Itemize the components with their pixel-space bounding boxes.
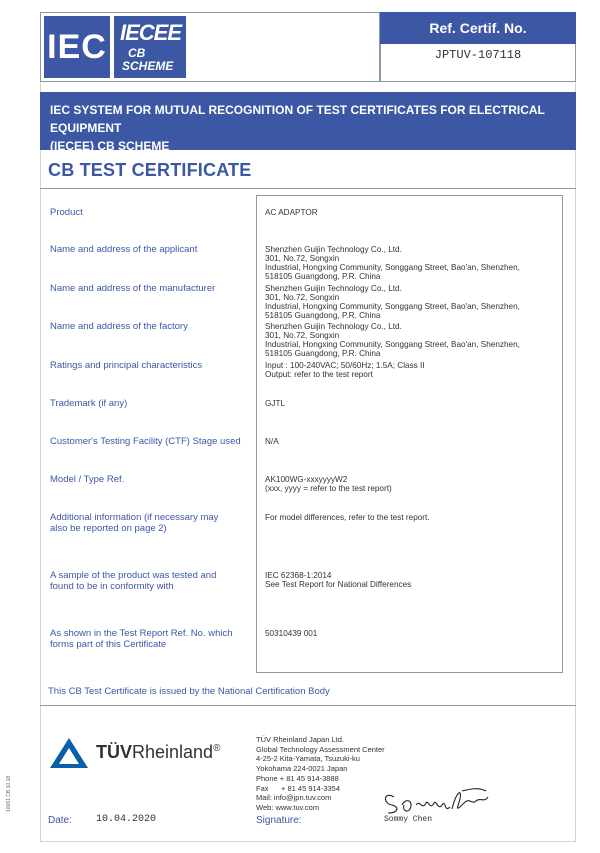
address-line: Phone + 81 45 914-3888 <box>256 773 339 783</box>
iecee-logo-line2: CB <box>128 46 146 60</box>
field-value-line: IEC 62368-1:2014 <box>265 571 332 580</box>
field-label <box>50 512 218 534</box>
iecee-logo-line3: SCHEME <box>122 59 174 73</box>
field-value-line: Industrial, Hongxing Community, Songgang Street, Bao'an, Shenzhen, <box>265 302 520 311</box>
certificate-title: CB TEST CERTIFICATE <box>48 160 252 180</box>
field-value-line: 301, No.72, Songxin <box>265 331 340 340</box>
field-value <box>265 322 520 358</box>
footer-divider <box>40 705 576 706</box>
field-value <box>265 245 520 281</box>
ref-certificate-title: Ref. Certif. No. <box>380 12 576 44</box>
scheme-banner <box>40 92 576 153</box>
field-value-line: AC ADAPTOR <box>265 208 318 217</box>
handwritten-signature <box>380 783 500 817</box>
issued-by-statement: This CB Test Certificate is issued by the National Certification Body <box>48 686 330 697</box>
field-label-line: Ratings and principal characteristics <box>50 360 203 371</box>
field-value-line: N/A <box>265 437 279 446</box>
tuv-reg-mark: ® <box>213 743 221 754</box>
field-label <box>50 207 83 218</box>
field-value-line: Industrial, Hongxing Community, Songgang Street, Bao'an, Shenzhen, <box>265 340 520 349</box>
address-line: Mail: info@jpn.tuv.com <box>256 793 332 803</box>
field-value-line: AK100WG-xxxyyyyW2 <box>265 475 348 484</box>
date-label: Date: <box>48 815 72 826</box>
field-label <box>50 244 197 255</box>
field-label <box>50 628 233 650</box>
field-label <box>50 436 241 447</box>
field-label <box>50 398 127 409</box>
field-value-line: Input : 100-240VAC; 50/60Hz; 1.5A; Class II <box>265 361 425 370</box>
banner-line-2: (IECEE) CB SCHEME <box>50 139 170 153</box>
field-label <box>50 321 188 332</box>
field-value-line: Shenzhen Guijin Technology Co., Ltd. <box>265 322 402 331</box>
form-code: 10061 CB 10.18 <box>6 775 12 812</box>
field-label-line: As shown in the Test Report Ref. No. which <box>50 628 233 639</box>
field-value <box>265 571 411 589</box>
issuer-address <box>256 735 385 813</box>
field-label-line: Name and address of the manufacturer <box>50 283 216 294</box>
address-line: Yokohama 224-0021 Japan <box>256 764 348 774</box>
tuv-rheinland-logo <box>96 742 220 763</box>
field-label-line: Product <box>50 207 83 218</box>
field-value <box>265 629 317 638</box>
field-value <box>265 399 285 408</box>
field-label-line: Model / Type Ref. <box>50 474 125 485</box>
address-line: 4-25-2 Kita-Yamata, Tsuzuki-ku <box>256 754 360 764</box>
field-label-line: found to be in conformity with <box>50 581 174 592</box>
tuv-brand-bold: TÜV <box>96 742 132 762</box>
field-label <box>50 474 124 485</box>
signature-label: Signature: <box>256 815 302 826</box>
field-label <box>50 283 215 294</box>
tuv-triangle-icon <box>48 736 90 770</box>
field-label-line: Name and address of the applicant <box>50 244 198 255</box>
field-value <box>265 208 318 217</box>
field-value-line: 50310439 001 <box>265 629 318 638</box>
field-value <box>265 513 430 522</box>
address-line: Fax + 81 45 914-3354 <box>256 783 341 793</box>
field-label-line: Additional information (if necessary may <box>50 512 219 523</box>
field-value-line: 518105 Guangdong, P.R. China <box>265 272 381 281</box>
field-label <box>50 360 202 371</box>
iec-logo <box>44 16 110 78</box>
field-value-line: Output: refer to the test report <box>265 370 373 379</box>
field-value-line: 301, No.72, Songxin <box>265 293 340 302</box>
field-label-line: also be reported on page 2) <box>50 523 167 534</box>
field-value-line: Shenzhen Guijin Technology Co., Ltd. <box>265 284 402 293</box>
tuv-brand-rest: Rheinland <box>132 742 214 762</box>
field-value-line: Industrial, Hongxing Community, Songgang Street, Bao'an, Shenzhen, <box>265 263 520 272</box>
iec-logo-text: IEC <box>47 27 107 66</box>
ref-certificate-number: JPTUV-107118 <box>434 48 522 62</box>
field-value <box>265 361 425 379</box>
field-label-line: forms part of this Certificate <box>50 639 167 650</box>
title-divider <box>40 188 576 189</box>
field-label-line: A sample of the product was tested and <box>50 570 217 581</box>
field-value <box>265 284 520 320</box>
iecee-logo-line1: IECEE <box>120 20 182 45</box>
field-label-line: Customer's Testing Facility (CTF) Stage used <box>50 436 241 447</box>
field-value <box>265 475 392 493</box>
field-value-line: For model differences, refer to the test report. <box>265 513 430 522</box>
signer-name: Sommy Chen <box>384 815 433 824</box>
field-value-line: 301, No.72, Songxin <box>265 254 340 263</box>
field-value-line: GJTL <box>265 399 286 408</box>
address-line: TÜV Rheinland Japan Ltd. <box>256 735 344 744</box>
address-line: Web: www.tuv.com <box>256 802 320 812</box>
address-line: Global Technology Assessment Center <box>256 744 385 754</box>
field-value-line: (xxx, yyyy = refer to the test report) <box>265 484 392 493</box>
field-value <box>265 437 279 446</box>
field-label <box>50 570 216 592</box>
field-value-line: Shenzhen Guijin Technology Co., Ltd. <box>265 245 402 254</box>
date-value: 10.04.2020 <box>96 814 157 825</box>
field-value-line: 518105 Guangdong, P.R. China <box>265 349 381 358</box>
banner-line-1: IEC SYSTEM FOR MUTUAL RECOGNITION OF TEST CERTIFICATES FOR ELECTRICAL EQUIPMENT <box>50 103 545 135</box>
field-label-line: Trademark (if any) <box>50 398 128 409</box>
field-label-line: Name and address of the factory <box>50 321 188 332</box>
iecee-cb-scheme-logo <box>114 16 186 78</box>
field-value-line: See Test Report for National Differences <box>265 580 412 589</box>
field-value-line: 518105 Guangdong, P.R. China <box>265 311 381 320</box>
